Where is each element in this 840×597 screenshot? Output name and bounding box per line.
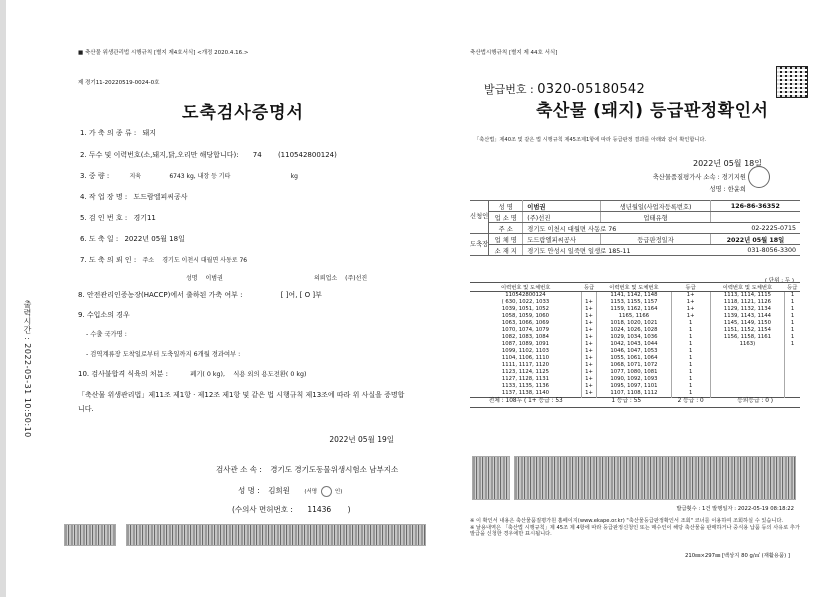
field-label: 5. 검 인 번 호 :	[80, 214, 128, 222]
grade-cell: 1	[790, 292, 795, 298]
inspector-sign: (서명	[304, 489, 318, 495]
grade-cell: 1	[671, 362, 710, 369]
grade-cell: 1+	[581, 313, 596, 320]
grade-cell: 1+	[671, 299, 710, 306]
field-weight	[80, 171, 298, 181]
grade-cell	[785, 369, 800, 376]
grade-cell: 1+	[581, 320, 596, 327]
field-value: 주소	[142, 257, 155, 264]
field-value: 도드람엘피씨공사	[133, 193, 188, 201]
import-quarantine: - 검역계류장 도착일로부터 도축일까지 6개월 경과여부 :	[86, 351, 241, 358]
grade-cell: 1+	[581, 299, 596, 306]
grade-cell: 1+	[581, 355, 596, 362]
slaughterhouse-name: 도드람엘피씨공사	[523, 234, 601, 245]
trace-number-cell: 1063, 1066, 1069	[470, 320, 581, 327]
inspector-name-label: 성 명 :	[238, 486, 260, 495]
grade-cell: 1+	[581, 327, 596, 334]
trace-number-cell: 1042, 1043, 1044	[597, 341, 671, 348]
totals-grade2: 2 등급 : 0	[671, 398, 710, 408]
left-gutter	[0, 0, 6, 597]
trace-number-cell: 1046, 1047, 1053	[597, 348, 671, 355]
owner-type	[710, 212, 800, 223]
import-country: - 수출 국가명 :	[86, 331, 127, 338]
table-row	[470, 245, 800, 256]
grade-cell: 1+	[581, 341, 596, 348]
grade-cell	[581, 292, 596, 300]
grade-cell: 1	[790, 299, 795, 305]
trace-number-cell: 1090, 1092, 1093	[597, 376, 671, 383]
grade-cell: 1	[671, 369, 710, 376]
trace-number-cell: 1123, 1124, 1125	[470, 369, 581, 376]
table-row	[470, 320, 800, 327]
field-import: 9. 수입소의 경우	[78, 311, 130, 319]
table-row	[470, 201, 800, 212]
slaughterhouse-phone: 031-8056-3300	[710, 245, 800, 256]
inspector-org: 경기도 경기도동물위생시험소 남부지소	[270, 465, 399, 474]
field-workplace	[80, 192, 188, 202]
field-value: 2022년 05월 18일	[124, 235, 185, 243]
vet-license-end: )	[347, 505, 351, 514]
weight-unit: kg	[290, 173, 298, 180]
inspector-org-row	[216, 464, 398, 475]
table-row	[470, 383, 800, 390]
owner-birth-label: 생년월일(사업자등록번호)	[601, 201, 710, 212]
grade-cell	[785, 348, 800, 355]
grade-cell: 1+	[581, 348, 596, 355]
grade-cell: 1+	[671, 292, 710, 300]
owner-company-label: 업 소 명	[489, 212, 523, 223]
grader-name: 성명 : 한윤희	[709, 186, 746, 193]
trace-number-cell: 1107, 1108, 1112	[597, 390, 671, 398]
trace-number-cell	[710, 355, 784, 362]
grade-cell: 1+	[671, 313, 710, 320]
official-seal-icon	[748, 166, 770, 188]
totals-overall	[470, 398, 581, 408]
haccp-options: [ ]여, [ O ]부	[280, 291, 322, 299]
column-header: 등급	[671, 283, 710, 292]
trace-number-cell: 1039, 1051, 1052	[470, 306, 581, 313]
table-row	[470, 306, 800, 313]
grade-cell: 1	[671, 334, 710, 341]
issue-number-label: 발급번호 :	[484, 83, 534, 96]
trace-number-cell: 1077, 1080, 1081	[597, 369, 671, 376]
trace-number-cell: 1082, 1083, 1084	[470, 334, 581, 341]
grade-cell: 1	[671, 327, 710, 334]
slaughterhouse-name-label: 업 체 명	[489, 234, 523, 245]
trace-number-cell: 1141, 1142, 1148	[597, 292, 671, 300]
trace-number-cell: 1165, 1166	[597, 313, 671, 320]
compliance-statement: 「축산물 위생관리법」제11조 제1항 · 제12조 제1항 및 같은 법 시행규칙 제13조에 따라 위 사실을 증명합니다.	[78, 391, 405, 413]
field-label: 7. 도 축 의 뢰 인 :	[80, 256, 137, 264]
field-value: 74	[252, 151, 262, 159]
left-title: 도축검사증명서	[182, 103, 304, 123]
trace-number-cell	[710, 390, 784, 398]
table-row	[470, 223, 800, 234]
trace-number-cell: 1095, 1097, 1101	[597, 383, 671, 390]
grade-cell	[785, 383, 800, 390]
column-header: 등급	[785, 283, 800, 292]
right-notes	[470, 518, 800, 538]
requester-name-row	[186, 273, 223, 282]
owner-address-label: 주 소	[489, 223, 523, 234]
field-label: 4. 작 업 장 명 :	[80, 193, 128, 201]
field-requester	[80, 255, 247, 265]
grade-cell: 1	[671, 383, 710, 390]
field-label: 1. 가 축 의 종 류 :	[80, 129, 137, 137]
slaughterhouse-side-label: 도축장	[470, 234, 489, 256]
unit-label: ( 단위 : 두 )	[764, 278, 794, 284]
trace-number-cell: 1024, 1026, 1028	[597, 327, 671, 334]
vet-license-label: (수의사 면허번호 :	[232, 505, 293, 514]
trace-number-cell	[710, 348, 784, 355]
trace-number-cell: 1133, 1135, 1136	[470, 383, 581, 390]
inspector-name: 김희원	[268, 486, 290, 495]
grade-cell: 1	[671, 390, 710, 398]
paper-spec: 210㎜×297㎜ [백상지 80 g/㎡ (재활용품) ]	[685, 553, 790, 559]
trace-number-cell: 1129, 1132, 1134	[710, 306, 784, 313]
trace-number-cell: 1058, 1059, 1060	[470, 313, 581, 320]
grade-cell: 1	[671, 341, 710, 348]
trace-number-cell: 1159, 1162, 1164	[597, 306, 671, 313]
grade-cell: 1	[790, 327, 795, 333]
right-title: 축산물 (돼지) 등급판정확인서	[536, 101, 769, 121]
grade-totals-row	[470, 398, 800, 408]
table-row	[470, 313, 800, 320]
grade-table-header	[470, 283, 800, 292]
requester-address: 경기도 이천시 대월면 사동로 76	[162, 257, 248, 264]
table-row	[470, 234, 800, 245]
failed-other-use: 식용 외의 용도전환( 0 kg)	[233, 371, 307, 378]
field-stamp-number	[80, 213, 156, 223]
grade-cell: 1+	[581, 369, 596, 376]
right-security-strip	[514, 456, 796, 500]
slaughter-inspection-certificate	[78, 48, 408, 528]
issue-number-row	[484, 81, 645, 97]
totals-out-grade: 등외등급 : 0 )	[710, 398, 800, 408]
issue-date: 2022년 05월 19일	[329, 435, 394, 444]
grade-cell: 1+	[671, 306, 710, 313]
table-row	[470, 355, 800, 362]
owner-side-label: 신청인	[470, 201, 489, 234]
trace-number-cell: 1153, 1155, 1157	[597, 299, 671, 306]
field-haccp	[78, 290, 322, 300]
field-label: 6. 도 축 일 :	[80, 235, 119, 243]
trace-number-cell: 1163)	[710, 341, 784, 348]
field-head-count	[80, 150, 337, 160]
slaughterhouse-loc: 경기도 안성시 일죽면 일생로 185-11	[523, 245, 711, 256]
grade-cell	[785, 390, 800, 398]
trace-number-cell: 1087, 1089, 1091	[470, 341, 581, 348]
table-row	[470, 334, 800, 341]
issue-number: 0320-05180542	[537, 82, 646, 97]
field-value: 돼지	[142, 129, 156, 137]
slaughterhouse-loc-label: 소 재 지	[489, 245, 523, 256]
grader-org: 축산물품질평가사 소속 : 경기지원	[652, 174, 746, 181]
grade-table-body	[470, 292, 800, 398]
right-law-note: 축산법시행규칙 [별지 제 44호 서식]	[470, 50, 558, 56]
right-description: 「축산법」제40조 및 같은 법 시행규칙 제45조제1항에 따라 등급판정 결과를 아래와 같이 확인합니다.	[474, 137, 707, 143]
trace-number-cell: 1018, 1020, 1021	[597, 320, 671, 327]
grade-cell: 1	[671, 348, 710, 355]
owner-name-label: 성 명	[489, 201, 523, 212]
column-header: 등급	[581, 283, 596, 292]
inspector-name-row	[238, 485, 342, 497]
trace-number-cell: 1104, 1106, 1110	[470, 355, 581, 362]
trace-number-cell: 1111, 1117, 1120	[470, 362, 581, 369]
trace-number-cell: 1139, 1143, 1144	[710, 313, 784, 320]
grade-cell: 1	[671, 376, 710, 383]
trace-number-cell: 1156, 1158, 1161	[710, 334, 784, 341]
print-timestamp: 출력시간 : 2022-05-31 10:50:10	[23, 300, 32, 438]
trace-number-cell: 1151, 1152, 1154	[710, 327, 784, 334]
trace-number-cell: 1029, 1034, 1036	[597, 334, 671, 341]
field-label: 3. 중 량 :	[80, 172, 110, 180]
table-row	[470, 341, 800, 348]
table-row	[470, 376, 800, 383]
trace-number-cell: 1118, 1121, 1126	[710, 299, 784, 306]
inspector-org-label: 검사관 소 속 :	[216, 465, 262, 474]
trace-number-cell: 1099, 1102, 1103	[470, 348, 581, 355]
table-row	[470, 327, 800, 334]
field-failed-meat	[78, 369, 306, 379]
trace-number-cell	[710, 369, 784, 376]
inspector-sign-end: 인)	[334, 489, 343, 495]
totals-grade1: 1 등급 : 55	[581, 398, 671, 408]
grade-cell: 1	[790, 306, 795, 312]
grading-date: 2022년 05월 18일	[693, 159, 762, 168]
trace-number-cell	[710, 383, 784, 390]
requester-company: (주)선진	[345, 275, 368, 282]
issue-meta: 발급횟수 : 1건 발행일자 : 2022-05-19 08:18:22	[676, 506, 794, 512]
grade-cell	[785, 362, 800, 369]
grade-cell: 1+	[581, 334, 596, 341]
table-row	[470, 348, 800, 355]
trace-number-cell: 1145, 1149, 1150	[710, 320, 784, 327]
trace-number-cell	[710, 362, 784, 369]
field-value: 지육	[129, 173, 142, 180]
grade-cell: 1	[790, 341, 795, 347]
table-row	[470, 212, 800, 223]
grade-cell: 1+	[581, 362, 596, 369]
grading-date-value: 2022년 05월 18일	[710, 234, 800, 245]
failed-label: 10. 검사불합격 식육의 처분 :	[78, 370, 169, 378]
field-value: 경기11	[133, 214, 156, 222]
grade-cell: 1	[790, 313, 795, 319]
grade-cell: 1+	[581, 376, 596, 383]
field-animal-type	[80, 128, 156, 138]
trace-number-cell: 1113, 1114, 1115	[710, 292, 784, 300]
note-item: ※ 이 확인서 내용은 축산물품질평가원 홈페이지(www.ekape.or.kr) "축산물등급판정확인서 조회" 코너를 이용하여 조회하실 수 있습니다.	[470, 518, 784, 524]
grade-cell: 1+	[581, 390, 596, 398]
grade-cell	[785, 376, 800, 383]
vet-license-row	[232, 504, 351, 515]
trace-number-cell: 110542800124	[470, 292, 581, 300]
grade-cell: 1	[671, 355, 710, 362]
trace-number-cell: 1055, 1061, 1064	[597, 355, 671, 362]
requester-company-row	[314, 273, 367, 282]
grade-cell: 1	[790, 334, 795, 340]
totals-label: 전체 :	[488, 398, 504, 404]
qr-code-icon	[776, 66, 808, 98]
requester-name: 이범권	[205, 275, 223, 282]
weight-detail: 6743 kg, 내장 등 기타	[169, 173, 231, 180]
grade-table	[470, 282, 800, 408]
haccp-question: 8. 안전관리인증농장(HACCP)에서 출하된 가축 여부 :	[78, 291, 243, 299]
column-header: 이력번호 및 도체번호	[710, 283, 784, 292]
owner-phone: 02-2225-0715	[710, 223, 800, 234]
field-label: 2. 두수 및 이력번호(소,돼지,닭,오리만 해당합니다):	[80, 151, 239, 159]
left-seal-image-1	[64, 524, 116, 546]
totals-count: 108두 ( 1+ 등급 : 53	[505, 398, 563, 404]
column-header: 이력번호 및 도체번호	[470, 283, 581, 292]
left-security-strip	[126, 524, 426, 546]
grade-cell: 1+	[581, 383, 596, 390]
trace-number-cell: ( 630, 1022, 1033	[470, 299, 581, 306]
trace-number: (110542800124)	[277, 151, 337, 159]
table-row	[470, 362, 800, 369]
requester-company-label: 의뢰업소	[314, 275, 338, 282]
grade-cell	[785, 355, 800, 362]
note-item: ※ 낱용내역은 「축산법 시행규칙」제 45조 제 4항에 따라 등급판정신청인 또는 매수인이 해당 축산물을 판매하거나 중식용 납품 등의 사유로 추가 발급을 신청한 경우에만 표시됩니다.	[470, 524, 800, 538]
grade-cell: 1	[671, 320, 710, 327]
grade-cell: 1	[790, 320, 795, 326]
left-law-note: ■ 축산물 위생관리법 시행규칙 [별지 제4호서식] <개정 2020.4.16.>	[78, 50, 249, 56]
table-row	[470, 292, 800, 300]
applicant-info-table	[470, 200, 800, 256]
owner-name: 이범권	[523, 201, 601, 212]
inspector-seal-icon	[321, 486, 332, 497]
owner-type-label: 업태유형	[601, 212, 710, 223]
vet-license: 11436	[307, 505, 332, 514]
trace-number-cell	[710, 376, 784, 383]
table-row	[470, 299, 800, 306]
right-seal-image	[472, 456, 510, 500]
trace-number-cell: 1137, 1138, 1140	[470, 390, 581, 398]
owner-biz-no: 126-86-36352	[710, 201, 800, 212]
grade-cell: 1+	[581, 306, 596, 313]
trace-number-cell: 1068, 1071, 1072	[597, 362, 671, 369]
trace-number-cell: 1070, 1074, 1079	[470, 327, 581, 334]
field-slaughter-date	[80, 234, 185, 244]
column-header: 이력번호 및 도체번호	[597, 283, 671, 292]
trace-number-cell: 1127, 1128, 1131	[470, 376, 581, 383]
table-row	[470, 369, 800, 376]
left-document-number: 제 경기11-20220519-0024-0호	[78, 80, 160, 86]
requester-name-label: 성명	[186, 275, 198, 282]
owner-company: (주)선진	[523, 212, 601, 223]
failed-discard: 폐기( 0 kg),	[190, 371, 225, 378]
table-row	[470, 390, 800, 398]
owner-address: 경기도 이천시 대월면 사동로 76	[523, 223, 711, 234]
grading-date-label: 등급판정일자	[601, 234, 710, 245]
